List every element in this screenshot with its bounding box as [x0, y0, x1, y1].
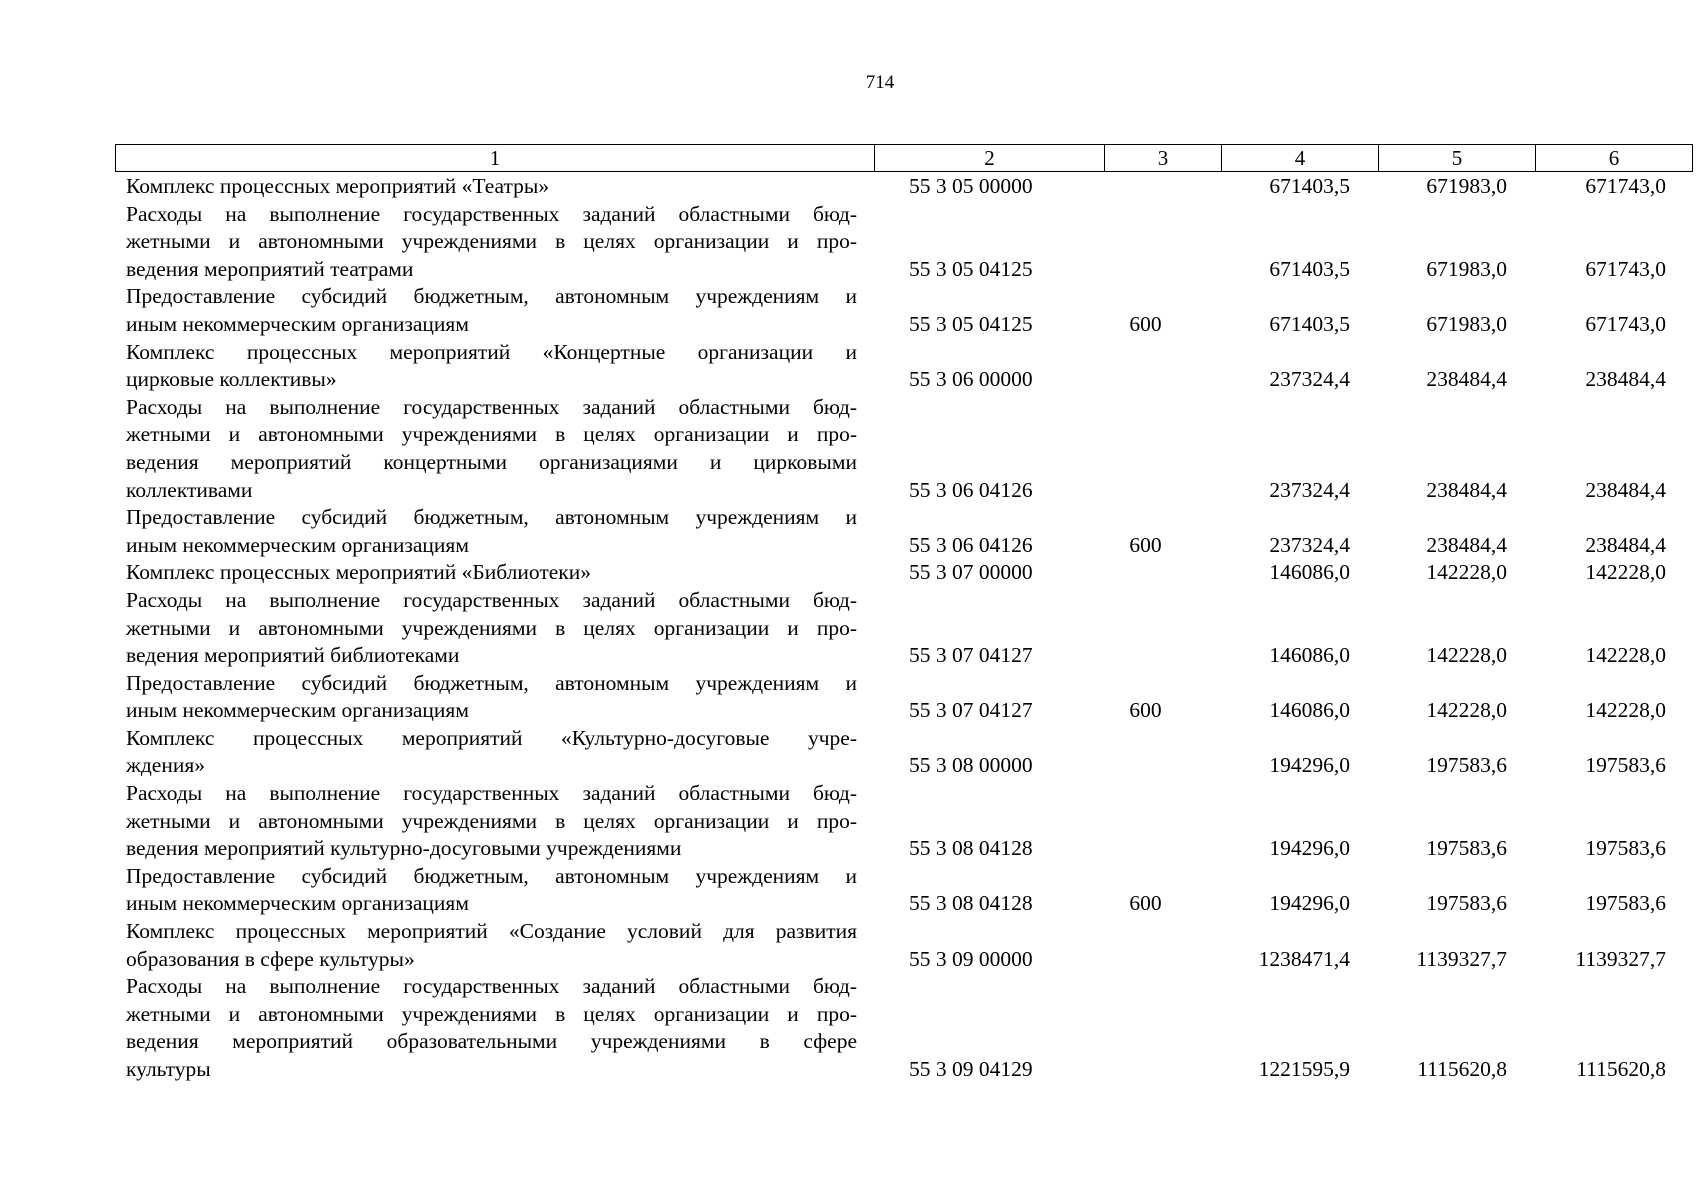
table-row — [115, 504, 1677, 559]
table-row — [115, 670, 1677, 725]
row-description — [115, 587, 857, 670]
row-value-col4: 194296,0 — [1269, 891, 1350, 916]
table-row — [115, 559, 1677, 587]
row-value-col5: 238484,4 — [1426, 532, 1507, 557]
row-description — [115, 670, 857, 725]
description-line: иным некоммерческим организациям — [126, 891, 469, 916]
row-value-col5: 197583,6 — [1426, 891, 1507, 916]
row-value-col5: 671983,0 — [1426, 174, 1507, 198]
description-line: Комплекс процессных мероприятий «Концертные организации и — [126, 339, 857, 364]
header-row — [116, 145, 1693, 172]
table-row — [115, 339, 1677, 394]
description-line: Предоставление субсидий бюджетным, автономным учреждениям и — [126, 670, 857, 695]
table-row — [115, 780, 1677, 863]
row-description — [115, 863, 857, 918]
row-value-col4: 194296,0 — [1269, 836, 1350, 861]
row-value-col4: 237324,4 — [1269, 367, 1350, 392]
row-value-col6: 142228,0 — [1585, 643, 1666, 668]
row-value-col6: 1139327,7 — [1575, 946, 1666, 971]
row-value-col5: 142228,0 — [1426, 698, 1507, 723]
row-type: 600 — [1129, 532, 1162, 557]
description-line: жетными и автономными учреждениями в целях организации и про- — [126, 422, 857, 447]
description-line: иным некоммерческим организациям — [126, 532, 469, 557]
description-line: образования в сфере культуры» — [126, 946, 415, 971]
row-value-col6: 671743,0 — [1585, 256, 1666, 281]
table-body — [115, 173, 1677, 1084]
row-value-col6: 197583,6 — [1585, 836, 1666, 861]
row-value-col4: 146086,0 — [1269, 560, 1350, 585]
row-value-col4: 1238471,4 — [1258, 946, 1350, 971]
row-value-col4: 237324,4 — [1269, 477, 1350, 502]
description-line: жетными и автономными учреждениями в целях организации и про- — [126, 808, 857, 833]
row-description — [115, 339, 857, 394]
row-value-col4: 671403,5 — [1269, 174, 1350, 198]
header-col-2: 2 — [875, 145, 1105, 172]
row-code: 55 3 07 04127 — [909, 698, 1033, 723]
table-row — [115, 283, 1677, 338]
row-value-col4: 1221595,9 — [1258, 1057, 1350, 1081]
row-value-col6: 238484,4 — [1585, 367, 1666, 392]
description-line: культуры — [126, 1057, 211, 1081]
row-value-col5: 671983,0 — [1426, 311, 1507, 336]
row-code: 55 3 07 04127 — [909, 643, 1033, 668]
description-line: жетными и автономными учреждениями в целях организации и про- — [126, 1001, 857, 1026]
table-row — [115, 201, 1677, 284]
row-code: 55 3 09 00000 — [909, 946, 1033, 971]
row-value-col4: 671403,5 — [1269, 311, 1350, 336]
row-value-col6: 1115620,8 — [1576, 1057, 1666, 1081]
row-value-col6: 197583,6 — [1585, 753, 1666, 778]
description-line: Расходы на выполнение государственных заданий областными бюд- — [126, 974, 857, 999]
description-line: Комплекс процессных мероприятий «Библиотеки» — [126, 560, 592, 585]
description-line: Предоставление субсидий бюджетным, автономным учреждениям и — [126, 863, 857, 888]
row-code: 55 3 08 04128 — [909, 891, 1033, 916]
row-value-col5: 142228,0 — [1426, 643, 1507, 668]
row-description — [115, 283, 857, 338]
row-value-col5: 238484,4 — [1426, 367, 1507, 392]
table-row — [115, 394, 1677, 504]
row-value-col6: 671743,0 — [1585, 174, 1666, 198]
row-type: 600 — [1129, 891, 1162, 916]
description-line: ведения мероприятий библиотеками — [126, 643, 460, 668]
table-row — [115, 918, 1677, 973]
row-code: 55 3 05 04125 — [909, 311, 1033, 336]
description-line: ждения» — [126, 753, 205, 778]
description-line: иным некоммерческим организациям — [126, 311, 469, 336]
row-code: 55 3 05 00000 — [909, 174, 1033, 198]
description-line: иным некоммерческим организациям — [126, 698, 469, 723]
description-line: Расходы на выполнение государственных заданий областными бюд- — [126, 201, 857, 226]
row-description — [115, 504, 857, 559]
header-col-4: 4 — [1222, 145, 1379, 172]
row-value-col4: 146086,0 — [1269, 643, 1350, 668]
row-value-col4: 146086,0 — [1269, 698, 1350, 723]
row-description — [115, 173, 857, 201]
header-col-5: 5 — [1379, 145, 1536, 172]
header-col-3: 3 — [1105, 145, 1222, 172]
description-line: ведения мероприятий театрами — [126, 256, 414, 281]
description-line: Предоставление субсидий бюджетным, автономным учреждениям и — [126, 284, 857, 309]
row-description — [115, 725, 857, 780]
description-line: Комплекс процессных мероприятий «Создание условий для развития — [126, 919, 857, 944]
row-type: 600 — [1129, 698, 1162, 723]
page-number: 714 — [865, 72, 895, 93]
description-line: жетными и автономными учреждениями в целях организации и про- — [126, 229, 857, 254]
description-line: Расходы на выполнение государственных заданий областными бюд- — [126, 394, 857, 419]
row-code: 55 3 08 00000 — [909, 753, 1033, 778]
description-line: ведения мероприятий культурно-досуговыми учреждениями — [126, 836, 682, 861]
row-value-col5: 197583,6 — [1426, 836, 1507, 861]
description-line: ведения мероприятий образовательными учреждениями в сфере — [126, 1029, 857, 1054]
row-value-col5: 197583,6 — [1426, 753, 1507, 778]
table-header — [115, 144, 1693, 172]
row-code: 55 3 08 04128 — [909, 836, 1033, 861]
row-value-col5: 1115620,8 — [1417, 1057, 1507, 1081]
description-line: Расходы на выполнение государственных заданий областными бюд- — [126, 781, 857, 806]
description-line: ведения мероприятий концертными организациями и цирковыми — [126, 449, 857, 474]
description-line: Расходы на выполнение государственных заданий областными бюд- — [126, 587, 857, 612]
table-row — [115, 863, 1677, 918]
row-code: 55 3 05 04125 — [909, 256, 1033, 281]
row-value-col5: 238484,4 — [1426, 477, 1507, 502]
row-description — [115, 201, 857, 284]
row-value-col4: 194296,0 — [1269, 753, 1350, 778]
table-row — [115, 973, 1677, 1083]
row-code: 55 3 09 04129 — [909, 1057, 1033, 1081]
description-line: Предоставление субсидий бюджетным, автономным учреждениям и — [126, 505, 857, 530]
description-line: Комплекс процессных мероприятий «Театры» — [126, 174, 550, 198]
header-col-6: 6 — [1536, 145, 1693, 172]
row-value-col5: 142228,0 — [1426, 560, 1507, 585]
row-code: 55 3 06 04126 — [909, 532, 1033, 557]
row-description — [115, 780, 857, 863]
row-value-col4: 671403,5 — [1269, 256, 1350, 281]
row-type: 600 — [1129, 311, 1162, 336]
row-code: 55 3 06 00000 — [909, 367, 1033, 392]
row-value-col6: 142228,0 — [1585, 698, 1666, 723]
header-col-1: 1 — [116, 145, 875, 172]
description-line: цирковые коллективы» — [126, 367, 337, 392]
table-row — [115, 725, 1677, 780]
row-description — [115, 394, 857, 504]
row-value-col6: 197583,6 — [1585, 891, 1666, 916]
row-description — [115, 559, 857, 587]
row-value-col5: 671983,0 — [1426, 256, 1507, 281]
description-line: коллективами — [126, 477, 253, 502]
table-row — [115, 173, 1677, 201]
row-value-col6: 142228,0 — [1585, 560, 1666, 585]
row-code: 55 3 06 04126 — [909, 477, 1033, 502]
row-description — [115, 973, 857, 1083]
row-value-col6: 238484,4 — [1585, 477, 1666, 502]
table-row — [115, 587, 1677, 670]
row-value-col5: 1139327,7 — [1416, 946, 1507, 971]
description-line: жетными и автономными учреждениями в целях организации и про- — [126, 615, 857, 640]
row-code: 55 3 07 00000 — [909, 560, 1033, 585]
row-value-col4: 237324,4 — [1269, 532, 1350, 557]
description-line: Комплекс процессных мероприятий «Культурно-досуговые учре- — [126, 725, 857, 750]
row-value-col6: 671743,0 — [1585, 311, 1666, 336]
row-value-col6: 238484,4 — [1585, 532, 1666, 557]
row-description — [115, 918, 857, 973]
